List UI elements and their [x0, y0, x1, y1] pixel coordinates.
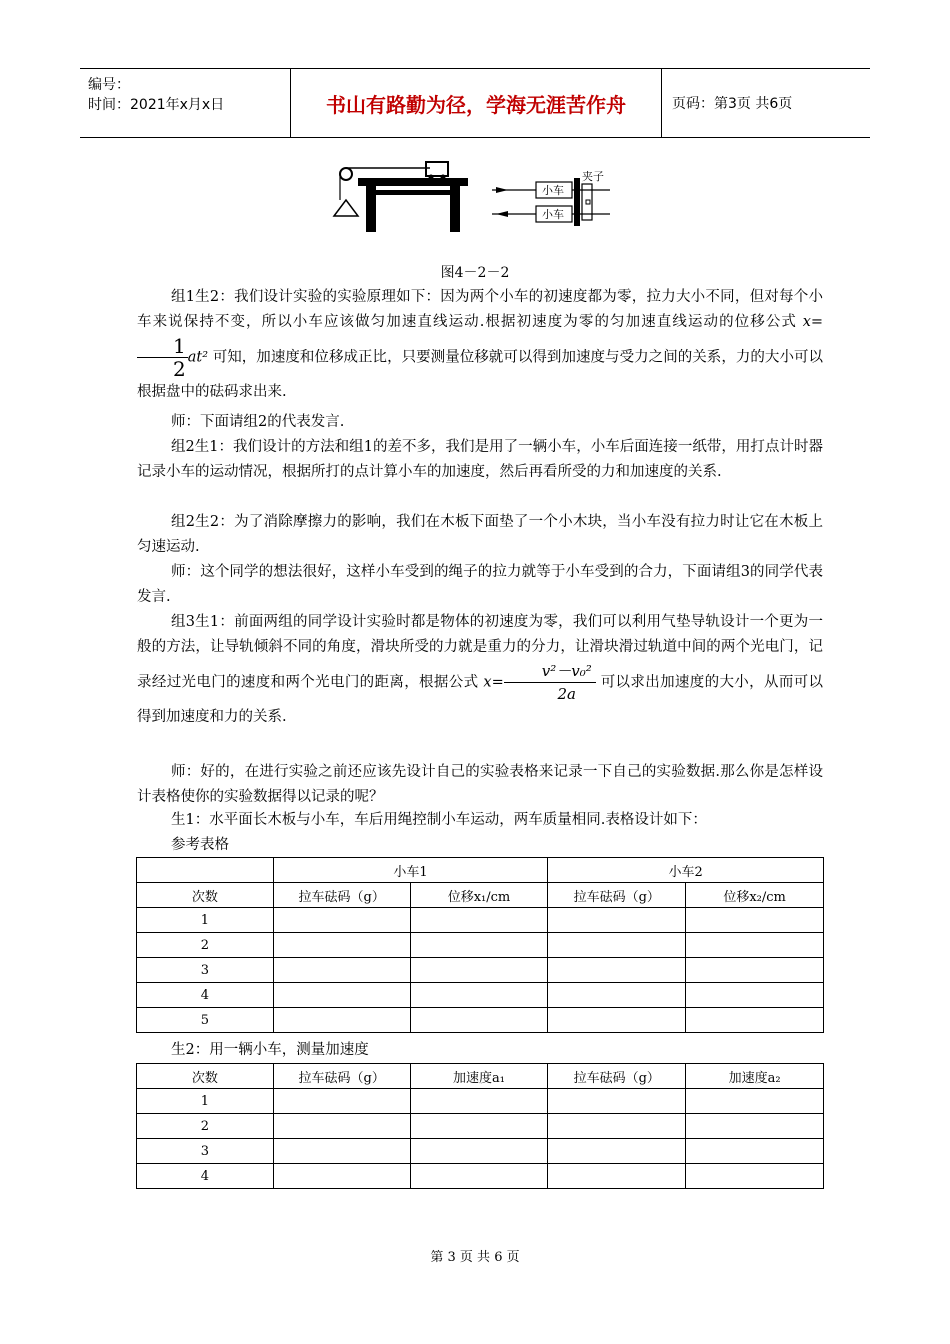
paragraph-10: [137, 1038, 823, 1063]
paragraph-3: [137, 435, 823, 485]
table-cell: [137, 858, 274, 883]
table-cell[interactable]: [273, 933, 410, 958]
fraction-velocity-den: 2a: [557, 685, 576, 703]
table-row: [137, 1114, 824, 1139]
table-row: [137, 1139, 824, 1164]
clip-icon: [574, 178, 580, 226]
table-cell[interactable]: [410, 1114, 548, 1139]
column-header: 拉车砝码（g）: [273, 1064, 410, 1089]
fraction-velocity-num: v²－v₀²: [504, 660, 596, 683]
table-cell[interactable]: [686, 933, 824, 958]
header-left-cell: [80, 69, 291, 137]
table-cell[interactable]: [548, 1008, 686, 1033]
group-header-cart1: 小车1: [273, 858, 548, 883]
fraction-half: [137, 335, 188, 380]
pulley-icon: [340, 168, 352, 180]
column-header: 拉车砝码（g）: [548, 883, 686, 908]
table-row: [137, 958, 824, 983]
table-cell[interactable]: [410, 1139, 548, 1164]
table-header-row: [137, 883, 824, 908]
table-header-row: [137, 1064, 824, 1089]
row-index: 5: [137, 1008, 274, 1033]
table-row: [137, 1164, 824, 1189]
table-cell[interactable]: [273, 958, 410, 983]
p4-text: 组2生2：为了消除摩擦力的影响，我们在木板下面垫了一个小木块，当小车没有拉力时让它在木板上匀速运动.: [137, 514, 823, 555]
table-cell[interactable]: [410, 1164, 548, 1189]
experiment-figure: [330, 150, 620, 240]
row-index: 4: [137, 1164, 274, 1189]
p7-text: 师：好的，在进行实验之前还应该先设计自己的实验表格来记录一下自己的实验数据.那么你是怎样设计表格使你的实验数据得以记录的呢？: [137, 764, 823, 805]
table-cell[interactable]: [548, 958, 686, 983]
serial-label: 编号：: [88, 77, 130, 93]
p9-text: 参考表格: [171, 837, 229, 853]
table-cell[interactable]: [273, 908, 410, 933]
p6-text-a: 组3生1：前面两组的同学设计实验时都是物体的初速度为零，我们可以利用气垫导轨设计一个更为一般的方法，让导轨倾斜不同的角度，滑块所受的力就是重力的分力，让滑块滑过轨道中间的两个光电门，记录经过光电门的速度和两个光电门的距离，根据公式: [137, 614, 823, 691]
column-header: 拉车砝码（g）: [548, 1064, 686, 1089]
row-index: 1: [137, 908, 274, 933]
table-cell[interactable]: [548, 1139, 686, 1164]
fraction-velocity: [504, 660, 596, 705]
table-cell[interactable]: [686, 983, 824, 1008]
table-cell[interactable]: [410, 1008, 548, 1033]
table-cell[interactable]: [410, 958, 548, 983]
cart-label-top: 小车: [542, 185, 564, 197]
column-header: 位移x₂/cm: [686, 883, 824, 908]
fraction-half-den: 2: [173, 357, 186, 381]
column-header: 加速度a₁: [410, 1064, 548, 1089]
date-label: 时间：2021年x月x日: [88, 97, 225, 113]
cart-label-bottom: 小车: [542, 209, 564, 221]
p10-text: 生2：用一辆小车，测量加速度: [171, 1042, 369, 1058]
p1-formula-lhs: x=: [802, 314, 824, 330]
column-header: 次数: [137, 1064, 274, 1089]
row-index: 2: [137, 1114, 274, 1139]
clip-label: 夹子: [582, 171, 604, 183]
table-cell[interactable]: [686, 1164, 824, 1189]
fraction-half-num: 1: [137, 335, 188, 358]
table-row: [137, 983, 824, 1008]
table-header-group-row: [137, 858, 824, 883]
table-cell[interactable]: [686, 1139, 824, 1164]
table-row: [137, 1089, 824, 1114]
weight-pan-icon: [334, 200, 358, 216]
table-row: [137, 908, 824, 933]
table-row: [137, 1008, 824, 1033]
table-cell[interactable]: [548, 1089, 686, 1114]
table-cell[interactable]: [410, 908, 548, 933]
table-cell[interactable]: [548, 983, 686, 1008]
table-cell[interactable]: [273, 1008, 410, 1033]
row-index: 1: [137, 1089, 274, 1114]
page-footer: 第 3 页 共 6 页: [430, 1250, 520, 1265]
row-index: 3: [137, 958, 274, 983]
column-header: 拉车砝码（g）: [273, 883, 410, 908]
table-cell[interactable]: [410, 1089, 548, 1114]
table-cell[interactable]: [686, 1008, 824, 1033]
table-cell[interactable]: [273, 1114, 410, 1139]
paragraph-9: [137, 833, 823, 858]
p2-text: 师：下面请组2的代表发言.: [171, 414, 345, 430]
p1-formula-tail: at²: [187, 349, 209, 366]
paragraph-8: [137, 808, 823, 833]
row-index: 2: [137, 933, 274, 958]
column-header: 位移x₁/cm: [410, 883, 548, 908]
table-cell[interactable]: [410, 933, 548, 958]
table-cell[interactable]: [686, 908, 824, 933]
paragraph-7: [137, 760, 823, 810]
table-cell[interactable]: [273, 1139, 410, 1164]
p1-text-b: 可知，加速度和位移成正比，只要测量位移就可以得到加速度与受力之间的关系，力的大小可以根据盘中的砝码求出来.: [137, 349, 824, 400]
table-cell[interactable]: [686, 1089, 824, 1114]
table-cell[interactable]: [548, 1114, 686, 1139]
p1-text-a: 组1生2：我们设计实验的实验原理如下：因为两个小车的初速度都为零，拉力大小不同，但对每个小车来说保持不变，所以小车应该做匀加速直线运动.根据初速度为零的匀加速直线运动的位移公式: [137, 289, 823, 330]
figure-caption: 图4－2－2: [440, 265, 510, 281]
table-cell[interactable]: [686, 958, 824, 983]
p6-formula-lhs: x=: [483, 674, 504, 691]
group-header-cart2: 小车2: [548, 858, 824, 883]
table-cell[interactable]: [686, 1114, 824, 1139]
column-header: 次数: [137, 883, 274, 908]
page-info: 页码：第3页 共6页: [672, 96, 793, 112]
table-cell[interactable]: [548, 1164, 686, 1189]
row-index: 3: [137, 1139, 274, 1164]
p6-text-b: 可以求出加速度的大小，从而可以得到加速度和力的关系.: [137, 674, 824, 725]
cart-icon: [426, 162, 448, 176]
p3-text: 组2生1：我们设计的方法和组1的差不多，我们是用了一辆小车，小车后面连接一纸带，用打点计时器记录小车的运动情况，根据所打的点计算小车的加速度，然后再看所受的力和加速度的关系.: [137, 439, 823, 480]
paragraph-5: [137, 560, 823, 610]
p5-text: 师：这个同学的想法很好，这样小车受到的绳子的拉力就等于小车受到的合力，下面请组3的同学代表发言.: [137, 564, 823, 605]
page-header: [80, 68, 870, 138]
table-cell[interactable]: [548, 933, 686, 958]
table-cell[interactable]: [548, 908, 686, 933]
table-cell[interactable]: [273, 1089, 410, 1114]
paragraph-6: [137, 610, 823, 730]
table-cell[interactable]: [273, 983, 410, 1008]
reference-table: [136, 857, 824, 1033]
table-cell[interactable]: [410, 983, 548, 1008]
paragraph-1: [137, 285, 823, 405]
table-row: [137, 933, 824, 958]
acceleration-table: [136, 1063, 824, 1189]
paragraph-4: [137, 510, 823, 560]
column-header: 加速度a₂: [686, 1064, 824, 1089]
row-index: 4: [137, 983, 274, 1008]
p8-text: 生1：水平面长木板与小车，车后用绳控制小车运动，两车质量相同.表格设计如下：: [171, 812, 707, 828]
motto: 书山有路勤为径，学海无涯苦作舟: [291, 69, 662, 137]
table-cell[interactable]: [273, 1164, 410, 1189]
paragraph-2: [137, 410, 823, 435]
table-top: [358, 178, 468, 186]
